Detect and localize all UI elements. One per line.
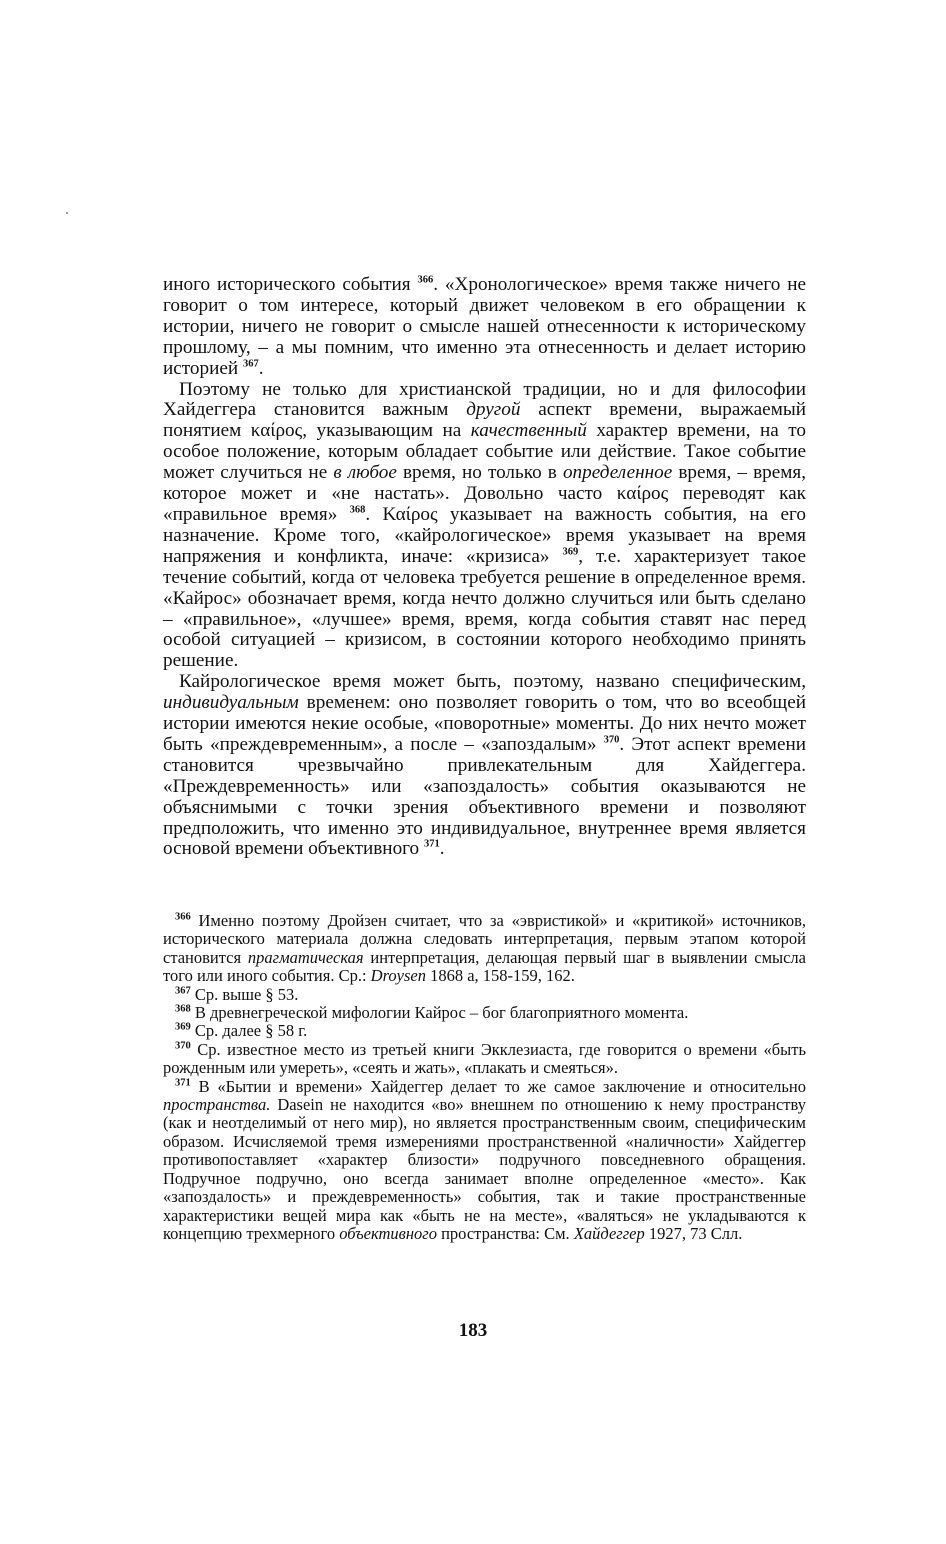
emphasis: пространства. bbox=[163, 1095, 271, 1115]
emphasis: прагматическая bbox=[247, 947, 364, 967]
footnote-ref-368[interactable]: 368 bbox=[349, 504, 366, 516]
emphasis: объективного bbox=[339, 1223, 437, 1243]
text-run: . Καίρος указывает на важность события, на его назначение. Кроме того, «кайрологическое» время указывает на время напряжения и конфликта, иначе: «кризиса» bbox=[163, 503, 806, 567]
text-run: Ср. далее § 58 г. bbox=[190, 1021, 308, 1041]
footnote-368 bbox=[163, 1004, 806, 1022]
text-run: Именно поэтому Дройзен считает, что за «эвристикой» и «критикой» источников, исторического материала должна следовать интерпретация, первым этапом которой становится bbox=[163, 911, 806, 967]
text-run: время, но только в bbox=[396, 462, 563, 484]
text-run: . «Хронологическое» время также ничего не говорит о том интересе, который движет человеком в его обращении к истории, ничего не говорит о смысле нашей отнесенности к историческому прошлому, – а мы помним, что именно эта отнесенность и делает историю историей bbox=[163, 274, 806, 379]
footnote-number: 366 bbox=[175, 911, 191, 923]
footnote-ref-370[interactable]: 370 bbox=[603, 734, 620, 746]
text-run: пространства: См. bbox=[436, 1223, 574, 1243]
text-run: Dasein не находится «во» внешнем по отношению к нему пространству (как и неотделимый от него мир), но является пространственным своим, специфическим образом. Исчисляемой тремя измерениями пространственной «наличности» Хайдеггер противопоставляет «характер близости» подручного повседневного обращения. Подручное подручно, оно всегда занимает вполне определенное «место». Как «запоздалость» и преждевременность» события, так и такие пространственные характеристики вещей мира как «быть не на месте», «валяться» не укладываются к концепцию трехмерного bbox=[163, 1095, 806, 1243]
text-run: 1927, 73 Слл. bbox=[644, 1223, 743, 1243]
text-run: Ср. известное место из третьей книги Экклезиаста, где говорится о времени «быть рожденным или умереть», «сеять и жать», «плакать и смеяться». bbox=[163, 1039, 806, 1078]
text-run: . bbox=[258, 357, 264, 379]
text-run: В древнегреческой мифологии Кайрос – бог благоприятного момента. bbox=[190, 1003, 689, 1023]
footnote-370 bbox=[163, 1041, 806, 1078]
text-run: В «Бытии и времени» Хайдеггер делает то же самое заключение и относительно bbox=[190, 1076, 806, 1096]
footnote-number: 370 bbox=[175, 1040, 191, 1052]
footnotes-section bbox=[163, 912, 806, 1243]
footnote-number: 368 bbox=[175, 1003, 191, 1015]
footnote-ref-367[interactable]: 367 bbox=[242, 358, 259, 370]
text-run: , т.е. характеризует такое течение событий, когда от человека требуется решение в определенное время. «Кайрос» обозначает время, когда нечто должно случиться или быть сделано – «правильное», «лучшее» время, время, когда события ставят нас перед особой ситуацией – кризисом, в состоянии которого необходимо принять решение. bbox=[163, 545, 806, 672]
footnote-371 bbox=[163, 1078, 806, 1244]
text-run: . bbox=[439, 838, 445, 860]
footnote-ref-366[interactable]: 366 bbox=[417, 274, 434, 286]
footnote-367 bbox=[163, 986, 806, 1004]
footnote-number: 371 bbox=[175, 1077, 191, 1089]
emphasis: качественный bbox=[470, 420, 587, 442]
emphasis: в любое bbox=[333, 462, 397, 484]
emphasis: другой bbox=[466, 399, 521, 421]
paragraph-1 bbox=[163, 275, 806, 380]
text-run: временем: оно позволяет говорить о том, что во всеобщей истории имеются некие особые, «поворотные» моменты. До них нечто может быть «преждевременным», а после – «запоздалым» bbox=[163, 692, 806, 755]
text-run: 1868 a, 158-159, 162. bbox=[425, 966, 575, 986]
main-text bbox=[163, 275, 806, 860]
text-run: Поэтому не только для христианской традиции, но и для философии Хайдеггера становится важным bbox=[163, 378, 806, 421]
emphasis: Droysen bbox=[370, 966, 426, 986]
emphasis: определенное bbox=[562, 462, 673, 484]
paragraph-3 bbox=[163, 672, 806, 860]
footnote-366 bbox=[163, 912, 806, 986]
text-run: время, – время, которое может и «не настать». Довольно часто καίρος переводят как «правильное время» bbox=[163, 462, 807, 525]
footnote-number: 369 bbox=[175, 1021, 191, 1033]
paragraph-2 bbox=[163, 380, 806, 673]
text-run: . Этот аспект времени становится чрезвычайно привлекательным для Хайдеггера. «Преждевременность» или «запоздалость» события оказываются не объяснимыми с точки зрения объективного времени и позволяют предположить, что именно это индивидуальное, внутреннее время является основой времени объективного bbox=[163, 733, 806, 860]
emphasis: индивидуальным bbox=[163, 692, 299, 714]
emphasis: Хайдеггер bbox=[573, 1223, 645, 1243]
footnote-ref-371[interactable]: 371 bbox=[423, 839, 440, 851]
scan-speck bbox=[66, 212, 68, 214]
text-run: характер времени, на то особое положение, которым обладает событие или действие. Такое событие может случиться не bbox=[163, 420, 806, 484]
page-number: 183 bbox=[458, 1320, 488, 1341]
text-run: Кайрологическое время может быть, поэтому, названо специфическим, bbox=[179, 671, 806, 693]
footnote-ref-369[interactable]: 369 bbox=[562, 546, 579, 558]
text-run: Ср. выше § 53. bbox=[190, 984, 299, 1004]
text-run: интерпретация, делающая первый шаг в выявлении смысла того или иного события. Ср.: bbox=[163, 947, 806, 986]
text-run: иного исторического события bbox=[163, 274, 418, 295]
footnote-369 bbox=[163, 1022, 806, 1040]
text-run: аспект времени, выражаемый понятием καίρος, указывающим на bbox=[163, 399, 806, 442]
footnote-number: 367 bbox=[175, 985, 191, 997]
